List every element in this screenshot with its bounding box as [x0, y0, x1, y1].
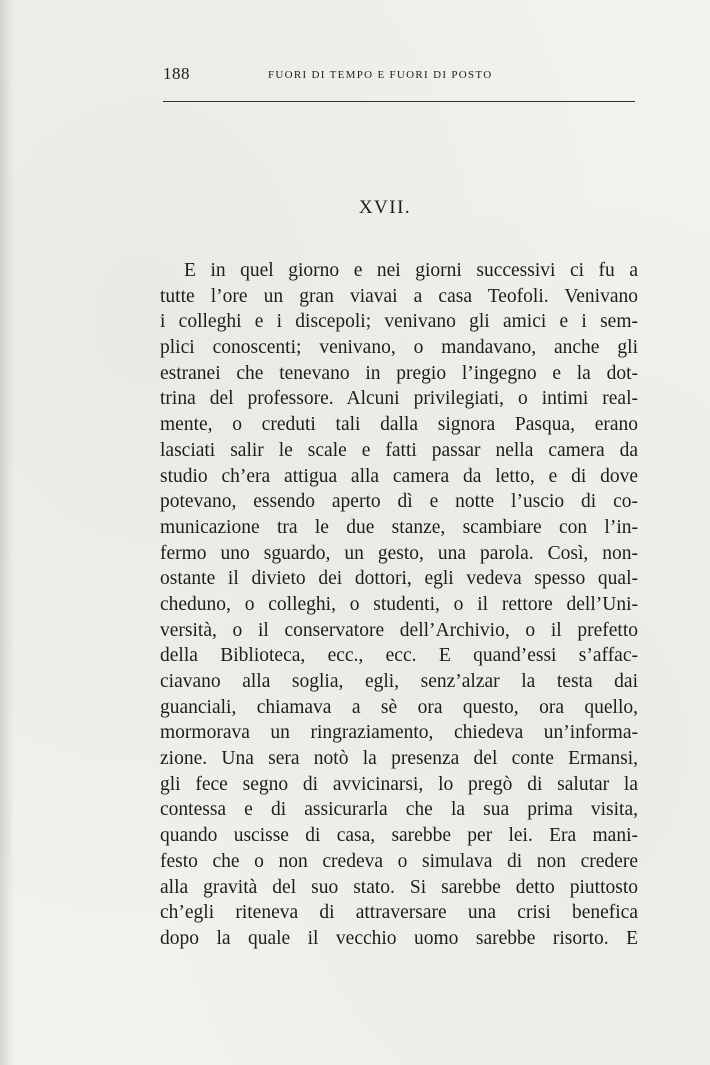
- text-line: potevano, essendo aperto dì e notte l’uscio di co-: [160, 491, 638, 513]
- text-line: gli fece segno di avvicinarsi, lo pregò di salutar la: [160, 773, 638, 795]
- running-title: FUORI DI TEMPO E FUORI DI POSTO: [268, 69, 493, 81]
- text-line: mormorava un ringraziamento, chiedeva un’informa-: [160, 722, 638, 744]
- text-line: ciavano alla soglia, egli, senz’alzar la testa dai: [160, 671, 638, 692]
- text-line: mente, o creduti tali dalla signora Pasqua, erano: [160, 414, 638, 436]
- text-line: tutte l’ore un gran viavai a casa Teofoli. Venivano: [160, 285, 638, 307]
- header-rule: [163, 101, 635, 102]
- text-line: estranei che tenevano in pregio l’ingegno e la dot-: [160, 362, 638, 384]
- text-line: della Biblioteca, ecc., ecc. E quand’essi s’affac-: [160, 645, 638, 667]
- body-text: [160, 258, 638, 952]
- text-line: plici conoscenti; venivano, o mandavano, anche gli: [160, 337, 638, 359]
- text-line: fermo uno sguardo, un gesto, una parola. Così, non-: [160, 542, 638, 564]
- text-line: cheduno, o colleghi, o studenti, o il rettore dell’Uni-: [160, 593, 638, 615]
- text-line: contessa e di assicurarla che la sua prima visita,: [160, 799, 638, 821]
- text-line: alla gravità del suo stato. Si sarebbe detto piuttosto: [160, 876, 638, 898]
- chapter-heading: XVII.: [358, 197, 412, 218]
- text-line: festo che o non credeva o simulava di non credere: [160, 850, 638, 872]
- text-line: zione. Una sera notò la presenza del conte Ermansi,: [160, 748, 638, 770]
- text-line: lasciati salir le scale e fatti passar nella camera da: [160, 439, 638, 461]
- page-gutter-shadow: [0, 0, 14, 1065]
- text-line: municazione tra le due stanze, scambiare con l’in-: [160, 516, 638, 538]
- text-line: trina del professore. Alcuni privilegiati, o intimi real-: [160, 388, 638, 410]
- text-line: ostante il divieto dei dottori, egli vedeva spesso qual-: [160, 568, 638, 590]
- text-line: ch’egli riteneva di attraversare una crisi benefica: [160, 902, 638, 924]
- text-line: i colleghi e i discepoli; venivano gli amici e i sem-: [160, 311, 638, 333]
- text-line: dopo la quale il vecchio uomo sarebbe risorto. E: [160, 927, 638, 949]
- text-line: studio ch’era attigua alla camera da letto, e di dove: [160, 465, 638, 487]
- text-line: quando uscisse di casa, sarebbe per lei. Era mani-: [160, 825, 638, 847]
- page-number: 188: [163, 64, 190, 83]
- text-line: guanciali, chiamava a sè ora questo, ora quello,: [160, 696, 638, 718]
- page-header: [163, 64, 635, 88]
- text-line: versità, o il conservatore dell’Archivio, o il prefetto: [160, 619, 638, 641]
- text-line: E in quel giorno e nei giorni successivi ci fu a: [184, 260, 638, 281]
